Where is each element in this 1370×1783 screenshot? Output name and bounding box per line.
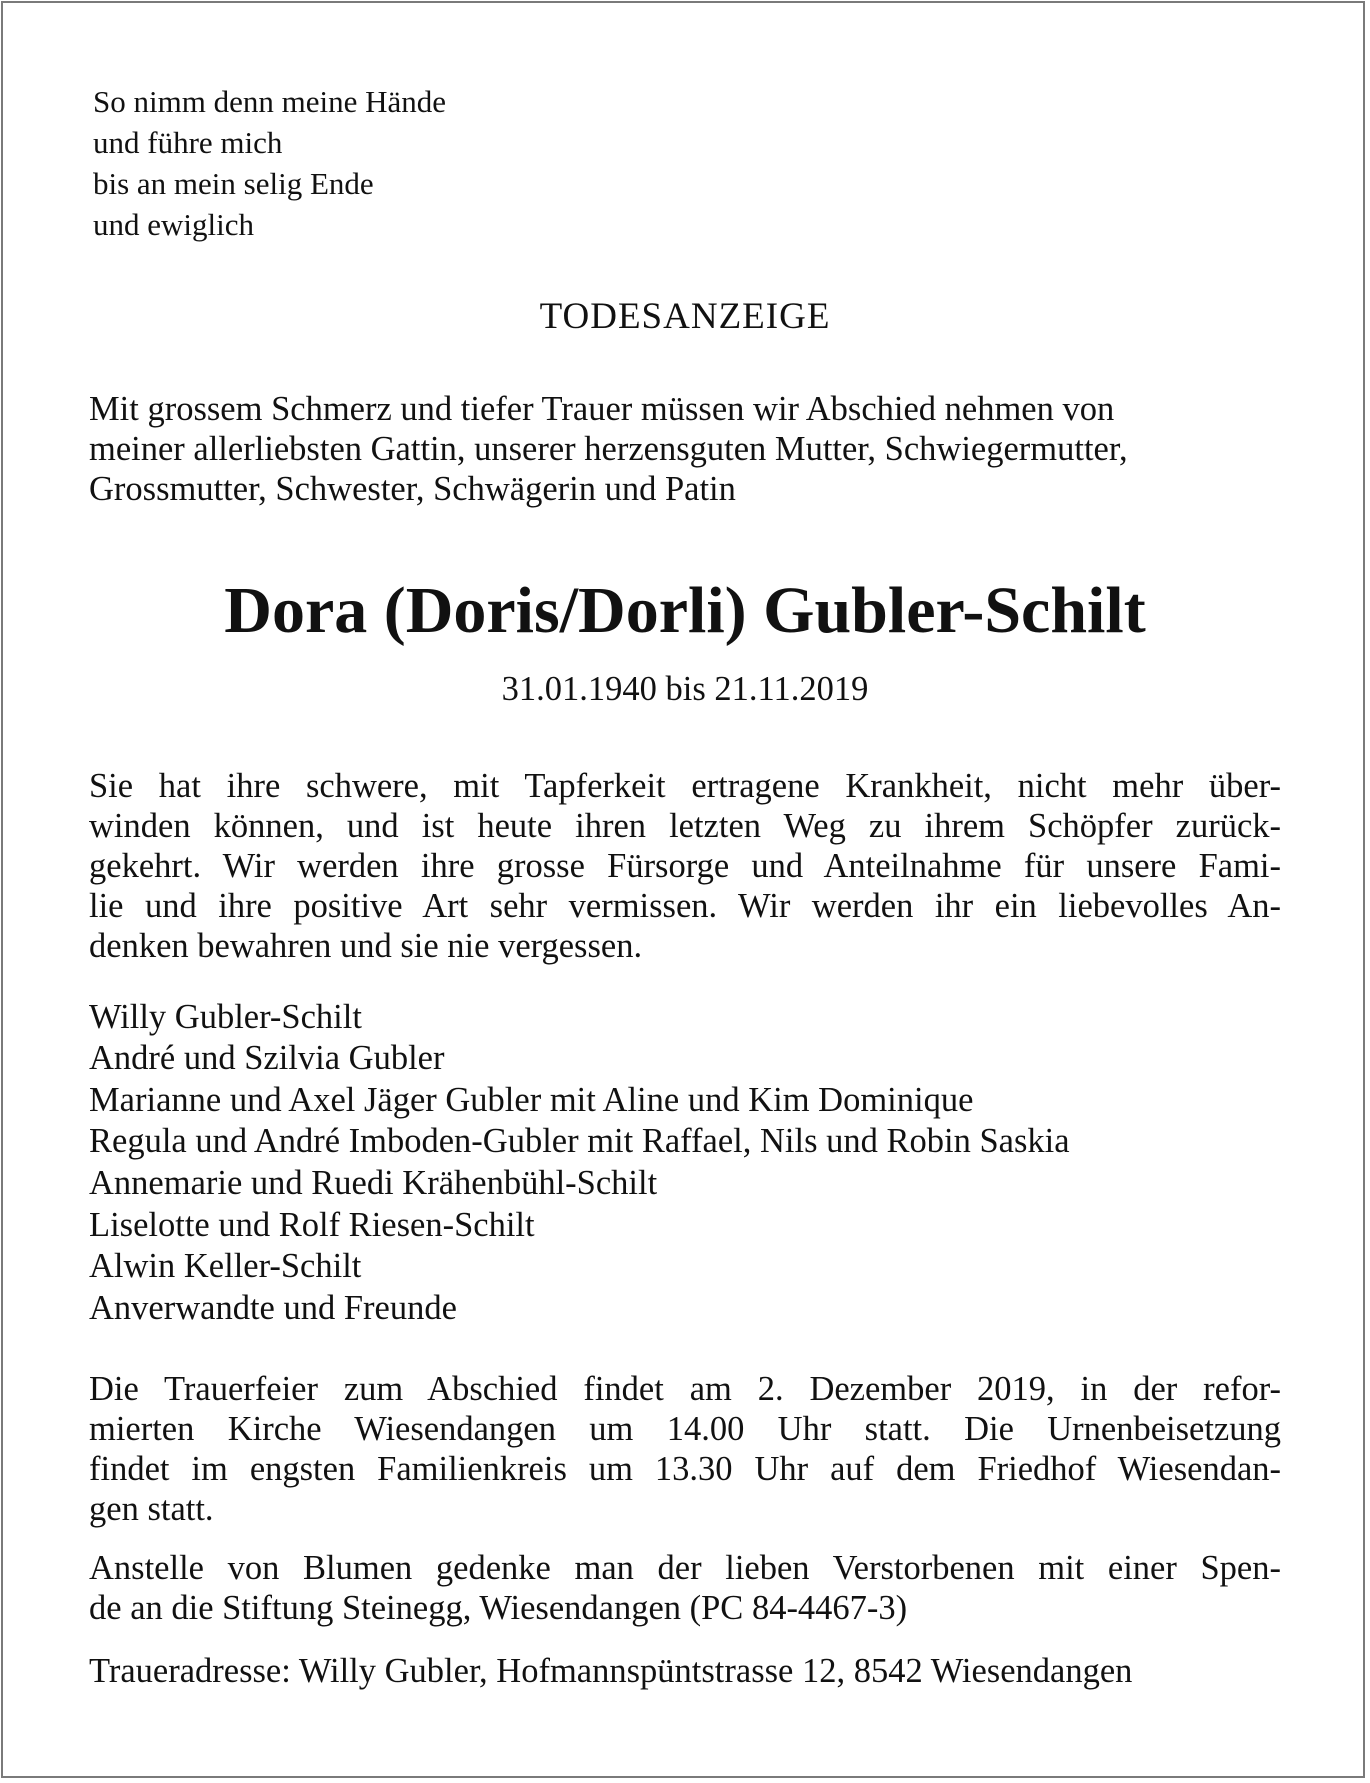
intro-line: Mit grossem Schmerz und tiefer Trauer müssen wir Abschied nehmen von (89, 390, 1115, 428)
address-line: Traueradresse: Willy Gubler, Hofmannspüntstrasse 12, 8542 Wiesendangen (89, 1652, 1133, 1690)
intro-line: Grossmutter, Schwester, Schwägerin und Patin (89, 470, 736, 508)
message-line: denken bewahren und sie nie vergessen. (89, 927, 643, 965)
donation-line: Anstelle von Blumen gedenke man der lieben Verstorbenen mit einer Spen- (89, 1549, 1281, 1587)
mourner-entry: André und Szilvia Gubler (89, 1039, 445, 1077)
mourner-entry: Regula und André Imboden-Gubler mit Raffael, Nils und Robin Saskia (89, 1122, 1070, 1160)
message-line: Sie hat ihre schwere, mit Tapferkeit ertragene Krankheit, nicht mehr über- (89, 767, 1281, 805)
poem-line: und führe mich (93, 125, 283, 160)
poem-line: So nimm denn meine Hände (93, 84, 446, 119)
poem-line: bis an mein selig Ende (93, 166, 374, 201)
deceased-name: Dora (Doris/Dorli) Gubler-Schilt (224, 574, 1146, 647)
ceremony-line: Die Trauerfeier zum Abschied findet am 2. Dezember 2019, in der refor- (89, 1370, 1281, 1408)
mourner-entry: Annemarie und Ruedi Krähenbühl-Schilt (89, 1164, 658, 1202)
poem-line: und ewiglich (93, 207, 254, 242)
message-line: winden können, und ist heute ihren letzten Weg zu ihrem Schöpfer zurück- (89, 807, 1281, 845)
life-dates: 31.01.1940 bis 21.11.2019 (501, 670, 869, 708)
ceremony-line: gen statt. (89, 1490, 214, 1528)
notice-title: TODESANZEIGE (539, 296, 831, 337)
mourner-entry: Marianne und Axel Jäger Gubler mit Aline und Kim Dominique (89, 1081, 974, 1119)
mourner-entry: Willy Gubler-Schilt (89, 998, 362, 1036)
mourner-entry: Liselotte und Rolf Riesen-Schilt (89, 1206, 535, 1244)
message-line: gekehrt. Wir werden ihre grosse Fürsorge und Anteilnahme für unsere Fami- (89, 847, 1281, 885)
message-line: lie und ihre positive Art sehr vermissen. Wir werden ihr ein liebevolles An- (89, 887, 1281, 925)
intro-line: meiner allerliebsten Gattin, unserer herzensguten Mutter, Schwiegermutter, (89, 430, 1128, 468)
ceremony-line: mierten Kirche Wiesendangen um 14.00 Uhr statt. Die Urnenbeisetzung (89, 1410, 1281, 1448)
mourner-entry: Anverwandte und Freunde (89, 1289, 457, 1327)
donation-line: de an die Stiftung Steinegg, Wiesendangen (PC 84-4467-3) (89, 1589, 908, 1627)
mourner-entry: Alwin Keller-Schilt (89, 1247, 362, 1285)
ceremony-line: findet im engsten Familienkreis um 13.30 Uhr auf dem Friedhof Wiesendan- (89, 1450, 1281, 1488)
